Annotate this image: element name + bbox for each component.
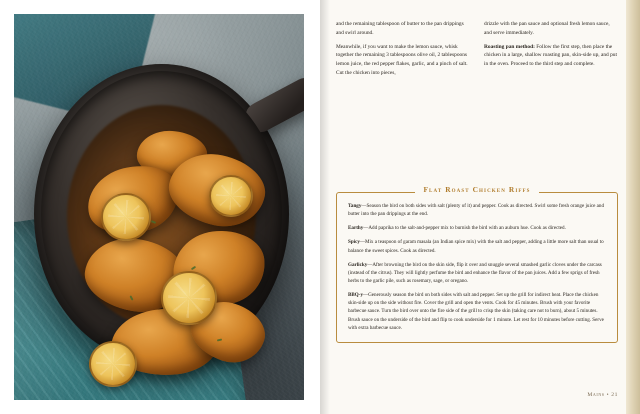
riff-name: BBQ-y	[348, 292, 364, 299]
riff-text: —Mix a teaspoon of garam masala (an Indian spice mix) with the salt and pepper, adding a little more salt than usual to balance the sweet spices. Cook as directed.	[348, 239, 604, 254]
paragraph: and the remaining tablespoon of butter to the pan drippings and swirl around.	[336, 21, 464, 36]
body-columns	[336, 20, 618, 84]
paragraph: drizzle with the pan sauce and optional fresh lemon sauce, and serve immediately.	[484, 21, 610, 36]
riff-name: Spicy	[348, 239, 360, 246]
riff-name: Garlicky	[348, 261, 368, 268]
cast-iron-skillet	[34, 64, 289, 364]
page-folio: Mains • 21	[587, 392, 618, 398]
page-edge-strip	[626, 0, 640, 414]
riffs-box	[336, 185, 618, 343]
riff-text: —Add paprika to the salt-and-pepper mix to burnish the bird with an auburn hue. Cook as directed.	[363, 225, 566, 232]
riff-text: —After browning the bird on the skin side, flip it over and snuggle several smashed garlic cloves under the carcass (instead of the citrus). They will lightly perfume the bird and enhance the flavor of the pan juices. Add a few sprigs of fresh herbs to the garlic pile, such as rosemary, sage, or oregano.	[348, 261, 602, 284]
riff-text: —Season the bird on both sides with salt (plenty of it) and pepper. Cook as directed. Swirl some fresh orange juice and butter into the pan drippings at the end.	[348, 203, 605, 218]
riff-item	[348, 261, 606, 285]
skillet-rim	[41, 71, 282, 357]
method-lead-in: Roasting pan method:	[484, 43, 535, 50]
charred-lemon-slice	[161, 271, 217, 325]
riff-item	[348, 224, 606, 232]
right-page	[320, 0, 640, 414]
right-page-content	[336, 20, 618, 398]
riff-item	[348, 238, 606, 254]
paragraph: Meanwhile, if you want to make the lemon sauce, whisk together the remaining 3 tablespoons olive oil, 2 tablespoons lemon juice, the red pepper flakes, garlic, and a pinch of salt. Cut the chicken into pieces,	[336, 43, 468, 76]
charred-lemon-slice	[101, 193, 151, 241]
body-column-left	[336, 20, 470, 84]
method-text: Follow the first step, then place the chicken in a large, shallow roasting pan, skin-side up, and put in the oven. Proceed to the third step and complete.	[484, 43, 617, 67]
charred-lemon-slice	[209, 175, 253, 217]
recipe-photo	[14, 14, 304, 400]
riff-item	[348, 202, 606, 218]
charred-lemon-slice	[89, 341, 137, 387]
riff-name: Earthy	[348, 225, 364, 232]
paragraph-roasting-pan-method	[484, 43, 618, 69]
gutter-shadow	[320, 0, 330, 414]
riff-item	[348, 291, 606, 332]
body-column-right	[484, 20, 618, 84]
riff-text: —Generously season the bird on both sides with salt and pepper. Set up the grill for indirect heat. Place the chicken skin-side up on the side without fire. Cover the grill and open the vents. Cook for 45 minutes. Brush with your favorite barbecue sauce. Turn the bird over onto the fire side of the grill to crisp the skin (taking care not to burn), about 5 minutes. Brush sauce on the underside of the bird and flip to cook underside for 1 minute. Let rest for 10 minutes before cutting. Serve with extra barbecue sauce.	[348, 292, 604, 331]
riffs-title: Flat Roast Chicken Riffs	[415, 185, 538, 194]
riff-name: Tangy	[348, 203, 362, 209]
